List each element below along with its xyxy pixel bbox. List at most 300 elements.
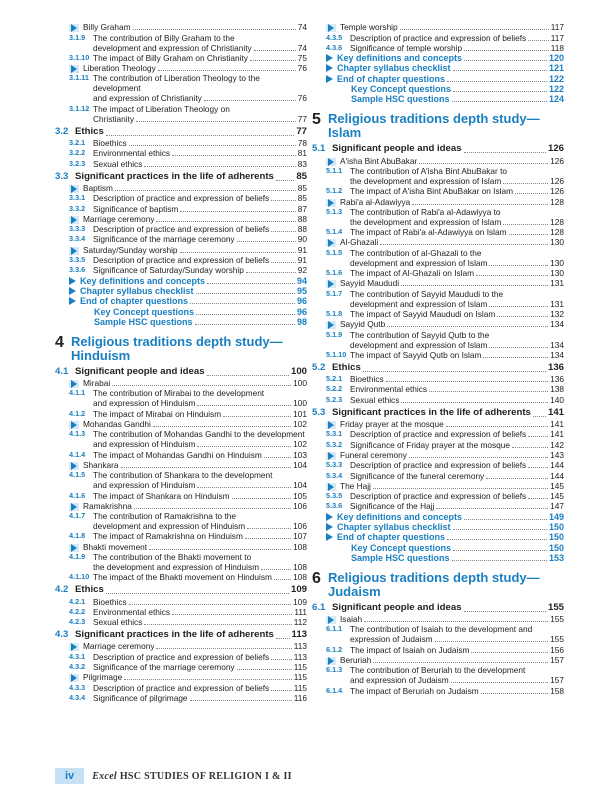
toc-entry-text: Pilgrimage <box>83 672 123 683</box>
toc-page-number: 87 <box>297 203 307 214</box>
toc-subsection-entry[interactable] <box>55 234 307 244</box>
toc-entry-number: 5.1.9 <box>326 329 343 339</box>
toc-subsection-entry[interactable] <box>55 53 307 63</box>
toc-entry-text: Significant people and ideas <box>332 601 462 613</box>
topic-arrow-icon <box>69 544 79 552</box>
toc-page-number: 149 <box>548 511 564 522</box>
toc-entry-text: Ethics <box>332 361 361 373</box>
toc-subsection-entry[interactable] <box>55 572 307 582</box>
toc-subsection-entry[interactable] <box>55 491 307 501</box>
toc-entry-line: The contribution of A'isha Bint AbuBakar to <box>350 165 508 176</box>
toc-entry-number: 5.1.7 <box>326 288 343 298</box>
toc-topic-entry[interactable] <box>55 214 307 224</box>
toc-subsection-entry[interactable] <box>55 607 307 617</box>
toc-page-number: 109 <box>293 596 307 607</box>
toc-topic-entry[interactable] <box>312 614 564 624</box>
toc-page-number: 78 <box>297 138 307 149</box>
dot-leader <box>412 204 548 205</box>
toc-entry-number: 5.1.5 <box>326 247 343 257</box>
toc-entry-text: Description of practice and expression of beliefs <box>93 682 270 693</box>
dot-leader <box>112 385 291 386</box>
toc-entry-text <box>93 511 307 531</box>
toc-page-number: 102 <box>293 439 307 450</box>
toc-entry-number: 4.1.8 <box>69 531 86 541</box>
toc-question-entry[interactable] <box>312 84 564 94</box>
toc-entry-line: development and expression of Hinduism <box>93 521 246 532</box>
footer-title <box>92 771 292 782</box>
toc-topic-entry[interactable] <box>312 655 564 665</box>
topic-arrow-icon <box>326 483 336 491</box>
toc-entry-number: 5.2.3 <box>326 394 343 404</box>
toc-entry-text <box>350 248 564 268</box>
toc-entry-number: 4.1.2 <box>69 408 86 418</box>
toc-column-left <box>55 22 307 703</box>
toc-page-number: 113 <box>293 641 307 652</box>
dot-leader <box>401 285 548 286</box>
dot-leader <box>464 152 546 153</box>
toc-subsection-entry[interactable] <box>55 73 307 103</box>
toc-subsection-entry[interactable] <box>55 531 307 541</box>
toc-entry-text: Environmental ethics <box>93 148 171 159</box>
toc-question-entry[interactable] <box>55 307 307 317</box>
toc-question-entry[interactable] <box>312 94 564 104</box>
toc-entry-number: 4.1.4 <box>69 449 86 459</box>
toc-entry-text: Significance of baptism <box>93 203 179 214</box>
topic-arrow-icon <box>326 452 336 460</box>
toc-topic-entry[interactable] <box>55 63 307 73</box>
dot-leader <box>528 467 548 468</box>
toc-topic-entry[interactable] <box>55 672 307 682</box>
toc-entry-line: development and expression of Christianity <box>93 42 252 53</box>
toc-subsection-entry[interactable] <box>55 617 307 627</box>
toc-subsection-entry[interactable] <box>312 686 564 696</box>
toc-subsection-entry[interactable] <box>312 268 564 278</box>
toc-chapter-feature-entry[interactable] <box>312 512 564 522</box>
chapter-heading <box>312 571 564 599</box>
toc-entry-number: 5.3.3 <box>326 460 343 470</box>
toc-section-entry[interactable] <box>55 584 307 596</box>
toc-page-number: 138 <box>550 384 564 395</box>
toc-topic-entry[interactable] <box>312 278 564 288</box>
toc-subsection-entry[interactable] <box>55 429 307 449</box>
toc-entry-text: Isaiah <box>340 614 363 625</box>
toc-entry-number: 4.3.2 <box>69 662 86 672</box>
toc-page-number: 106 <box>293 521 307 532</box>
toc-entry-line: development and expression of Islam <box>350 298 488 309</box>
toc-chapter-feature-entry[interactable] <box>312 53 564 63</box>
toc-entry-text: Mirabai <box>83 378 111 389</box>
toc-page-number: 115 <box>293 662 307 673</box>
toc-page-number: 96 <box>296 306 307 317</box>
toc-topic-entry[interactable] <box>55 501 307 511</box>
toc-page-number: 128 <box>550 216 564 227</box>
dot-leader <box>180 211 295 212</box>
toc-section-entry[interactable] <box>55 366 307 378</box>
toc-topic-entry[interactable] <box>312 237 564 247</box>
toc-entry-number: 4.1.10 <box>69 572 90 582</box>
toc-entry-text <box>93 33 307 53</box>
toc-subsection-entry[interactable] <box>312 429 564 439</box>
toc-entry-number: 5.3 <box>312 406 326 418</box>
toc-page-number: 153 <box>548 552 564 563</box>
toc-page-number: 156 <box>550 644 564 655</box>
toc-entry-line: Christianity <box>93 113 135 124</box>
feature-arrow-icon <box>326 533 333 541</box>
toc-entry-text: Saturday/Sunday worship <box>83 244 178 255</box>
toc-subsection-entry[interactable] <box>55 104 307 124</box>
toc-chapter-feature-entry[interactable] <box>312 63 564 73</box>
toc-entry-text <box>350 330 564 350</box>
toc-entry-text: Key definitions and concepts <box>337 511 463 522</box>
toc-subsection-entry[interactable] <box>312 33 564 43</box>
dot-leader <box>254 50 296 51</box>
toc-section-entry[interactable] <box>55 171 307 183</box>
toc-entry-number: 4.3.4 <box>69 692 86 702</box>
toc-entry-text <box>93 104 307 124</box>
toc-entry-text: Significance of pilgrimage <box>93 692 188 703</box>
toc-topic-entry[interactable] <box>312 450 564 460</box>
toc-subsection-entry[interactable] <box>312 665 564 685</box>
toc-page-number: 141 <box>550 429 564 440</box>
toc-entry-text: Key definitions and concepts <box>337 53 463 64</box>
dot-leader <box>261 569 291 570</box>
toc-entry-text <box>350 665 564 685</box>
dot-leader <box>486 478 548 479</box>
toc-section-entry[interactable] <box>55 126 307 138</box>
toc-entry-line: The contribution of Sayyid Qutb to the <box>350 329 490 340</box>
dot-leader <box>207 283 295 284</box>
toc-subsection-entry[interactable] <box>55 683 307 693</box>
toc-page-number: 145 <box>550 480 564 491</box>
toc-subsection-entry[interactable] <box>312 227 564 237</box>
toc-subsection-entry[interactable] <box>312 166 564 186</box>
toc-subsection-entry[interactable] <box>55 552 307 572</box>
dot-leader <box>464 519 547 520</box>
chapter-number: 4 <box>55 333 64 351</box>
toc-entry-text: Sample HSC questions <box>351 94 450 105</box>
toc-topic-entry[interactable] <box>312 319 564 329</box>
toc-subsection-entry[interactable] <box>312 330 564 350</box>
toc-page-number: 136 <box>550 374 564 385</box>
toc-entry-number: 3.3.3 <box>69 224 86 234</box>
toc-subsection-entry[interactable] <box>312 350 564 360</box>
toc-subsection-entry[interactable] <box>55 148 307 158</box>
topic-arrow-icon <box>326 321 336 329</box>
toc-chapter-feature-entry[interactable] <box>312 532 564 542</box>
toc-section-entry[interactable] <box>312 362 564 374</box>
toc-section-entry[interactable] <box>312 602 564 614</box>
dot-leader <box>237 241 296 242</box>
chapter-number: 5 <box>312 111 321 129</box>
toc-subsection-entry[interactable] <box>55 255 307 265</box>
toc-entry-number: 5.1 <box>312 143 326 155</box>
toc-subsection-entry[interactable] <box>55 159 307 169</box>
toc-page-number: 81 <box>297 148 307 159</box>
dot-leader <box>364 621 548 622</box>
toc-entry-number: 5.3.2 <box>326 439 343 449</box>
toc-topic-entry[interactable] <box>55 419 307 429</box>
toc-subsection-entry[interactable] <box>55 388 307 408</box>
topic-arrow-icon <box>69 380 79 388</box>
toc-entry-last-line <box>350 258 564 268</box>
dot-leader <box>207 375 289 376</box>
toc-entry-text: Significance of Saturday/Sunday worship <box>93 265 244 276</box>
toc-entry-line: The contribution of al-Ghazali to the <box>350 247 482 258</box>
toc-topic-entry[interactable] <box>55 460 307 470</box>
toc-subsection-entry[interactable] <box>55 204 307 214</box>
toc-entry-number: 3.3.4 <box>69 234 86 244</box>
toc-page-number: 136 <box>547 361 564 373</box>
toc-subsection-entry[interactable] <box>55 224 307 234</box>
toc-page-number: 107 <box>293 531 307 542</box>
toc-subsection-entry[interactable] <box>55 652 307 662</box>
dot-leader <box>489 347 548 348</box>
dot-leader <box>172 155 296 156</box>
chapter-title <box>71 335 283 363</box>
topic-arrow-icon <box>69 503 79 511</box>
toc-subsection-entry[interactable] <box>55 409 307 419</box>
toc-entry-text: The impact of Mirabai on Hinduism <box>93 408 222 419</box>
toc-subsection-entry[interactable] <box>312 384 564 394</box>
dot-leader <box>429 391 548 392</box>
toc-entry-last-line <box>93 480 307 490</box>
toc-entry-last-line <box>93 562 307 572</box>
dot-leader <box>401 402 548 403</box>
toc-entry-last-line <box>93 398 307 408</box>
toc-entry-text: Ramakrishna <box>83 500 132 511</box>
toc-subsection-entry[interactable] <box>55 138 307 148</box>
toc-section-entry[interactable] <box>312 407 564 419</box>
toc-entry-text: Significant people and ideas <box>332 143 462 155</box>
toc-entry-text: Friday prayer at the mosque <box>340 419 444 430</box>
toc-chapter-feature-entry[interactable] <box>55 286 307 296</box>
toc-entry-text: Al-Ghazali <box>340 237 379 248</box>
dot-leader <box>373 488 548 489</box>
topic-arrow-icon <box>69 65 79 73</box>
toc-entry-text: The impact of A'isha Bint AbuBakar on Islam <box>350 186 513 197</box>
toc-page-number: 117 <box>550 32 564 43</box>
chapter-heading <box>312 112 564 140</box>
toc-topic-entry[interactable] <box>55 245 307 255</box>
toc-subsection-entry[interactable] <box>55 470 307 490</box>
toc-subsection-entry[interactable] <box>55 597 307 607</box>
toc-topic-entry[interactable] <box>312 419 564 429</box>
dot-leader <box>121 467 292 468</box>
toc-subsection-entry[interactable] <box>55 265 307 275</box>
toc-page-number: 105 <box>293 490 307 501</box>
toc-entry-text: Significance of the marriage ceremony <box>93 234 235 245</box>
toc-entry-line: The contribution of Sayyid Maududi to the <box>350 288 504 299</box>
toc-subsection-entry[interactable] <box>55 33 307 53</box>
topic-arrow-icon <box>326 199 336 207</box>
toc-entry-text <box>350 289 564 309</box>
page-number: iv <box>55 768 84 784</box>
dot-leader <box>106 593 289 594</box>
toc-page-number: 141 <box>550 419 564 430</box>
dot-leader <box>156 221 295 222</box>
dot-leader <box>190 303 295 304</box>
dot-leader <box>196 314 295 315</box>
toc-chapter-feature-entry[interactable] <box>312 522 564 532</box>
toc-page-number: 85 <box>297 193 307 204</box>
dot-leader <box>386 381 548 382</box>
dot-leader <box>204 100 296 101</box>
toc-subsection-entry[interactable] <box>312 207 564 227</box>
toc-subsection-entry[interactable] <box>55 662 307 672</box>
toc-entry-number: 6.1 <box>312 601 326 613</box>
dot-leader <box>129 145 296 146</box>
toc-entry-number: 5.1.8 <box>326 308 343 318</box>
dot-leader <box>483 357 548 358</box>
dot-leader <box>197 487 291 488</box>
toc-page-number: 134 <box>550 349 564 360</box>
toc-subsection-entry[interactable] <box>312 43 564 53</box>
dot-leader <box>274 579 291 580</box>
dot-leader <box>452 560 547 561</box>
toc-section-entry[interactable] <box>312 143 564 155</box>
toc-page-number: 143 <box>550 449 564 460</box>
toc-page-number: 150 <box>548 542 564 553</box>
feature-arrow-icon <box>69 297 76 305</box>
toc-chapter-feature-entry[interactable] <box>55 296 307 306</box>
toc-page-number: 155 <box>550 634 564 645</box>
toc-topic-entry[interactable] <box>55 641 307 651</box>
toc-entry-text: Key Concept questions <box>351 84 452 95</box>
toc-subsection-entry[interactable] <box>312 289 564 309</box>
toc-page-number: 158 <box>550 685 564 696</box>
toc-topic-entry[interactable] <box>55 183 307 193</box>
toc-chapter-feature-entry[interactable] <box>55 276 307 286</box>
toc-page-number: 116 <box>293 692 307 703</box>
toc-entry-text: Environmental ethics <box>350 384 428 395</box>
topic-arrow-icon <box>326 280 336 288</box>
toc-entry-line: and expression of Christianity <box>93 93 202 104</box>
toc-topic-entry[interactable] <box>55 542 307 552</box>
toc-topic-entry[interactable] <box>55 378 307 388</box>
dot-leader <box>464 50 549 51</box>
toc-page-number: 100 <box>293 378 307 389</box>
topic-arrow-icon <box>69 462 79 470</box>
toc-chapter-feature-entry[interactable] <box>312 74 564 84</box>
dot-leader <box>247 528 291 529</box>
toc-page-number: 100 <box>290 365 307 377</box>
toc-entry-number: 3.1.11 <box>69 73 89 83</box>
toc-entry-text: Significance of the funeral ceremony <box>350 470 485 481</box>
toc-subsection-entry[interactable] <box>312 624 564 644</box>
toc-entry-text: Ethics <box>75 125 104 137</box>
toc-question-entry[interactable] <box>55 317 307 327</box>
toc-page-number: 106 <box>293 500 307 511</box>
toc-entry-line: The contribution of Shankara to the development <box>93 470 273 481</box>
toc-page-number: 76 <box>297 63 307 74</box>
topic-arrow-icon <box>326 616 336 624</box>
dot-leader <box>409 457 548 458</box>
toc-entry-text: Significance of temple worship <box>350 42 463 53</box>
toc-entry-number: 3.2.2 <box>69 148 86 158</box>
toc-page-number: 74 <box>297 22 307 33</box>
toc-entry-number: 4.3.6 <box>326 42 343 52</box>
topic-arrow-icon <box>69 216 79 224</box>
toc-subsection-entry[interactable] <box>55 193 307 203</box>
toc-entry-text: The impact of Al-Ghazali on Islam <box>350 268 475 279</box>
chapter-title <box>328 571 540 599</box>
toc-entry-line: and expression of Hinduism <box>93 398 196 409</box>
toc-page-number: 94 <box>296 275 307 286</box>
toc-subsection-entry[interactable] <box>312 460 564 470</box>
toc-page-number: 113 <box>293 651 307 662</box>
toc-entry-number: 4.1.5 <box>69 470 86 480</box>
toc-entry-number: 4.1.1 <box>69 388 86 398</box>
toc-page-number: 150 <box>548 532 564 543</box>
toc-entry-line: development and expression of Islam <box>350 339 488 350</box>
toc-subsection-entry[interactable] <box>312 374 564 384</box>
toc-subsection-entry[interactable] <box>55 511 307 531</box>
toc-question-entry[interactable] <box>312 553 564 563</box>
toc-topic-entry[interactable] <box>312 197 564 207</box>
toc-page-number: 128 <box>550 196 564 207</box>
feature-arrow-icon <box>326 64 333 72</box>
toc-entry-text: Bioethics <box>93 138 127 149</box>
toc-subsection-entry[interactable] <box>55 450 307 460</box>
toc-entry-number: 5.1.10 <box>326 349 347 359</box>
toc-entry-text: Sexual ethics <box>350 394 400 405</box>
toc-entry-line: The contribution of Mohandas Gandhi to the development <box>93 429 305 440</box>
toc-entry-text: Marriage ceremony <box>83 641 155 652</box>
toc-entry-line: and expression of Hinduism <box>93 439 196 450</box>
toc-subsection-entry[interactable] <box>312 186 564 196</box>
toc-subsection-entry[interactable] <box>312 645 564 655</box>
toc-entry-text: Baptism <box>83 182 113 193</box>
toc-subsection-entry[interactable] <box>312 440 564 450</box>
toc-entry-text: Description of practice and expression of beliefs <box>93 193 270 204</box>
toc-page-number: 144 <box>550 460 564 471</box>
toc-page-number: 98 <box>296 316 307 327</box>
toc-subsection-entry[interactable] <box>312 491 564 501</box>
toc-page-number: 111 <box>294 606 307 617</box>
toc-subsection-entry[interactable] <box>312 395 564 405</box>
toc-page-number: 121 <box>548 63 564 74</box>
toc-page-number: 147 <box>550 501 564 512</box>
toc-topic-entry[interactable] <box>55 22 307 32</box>
toc-page-number: 126 <box>550 186 564 197</box>
toc-entry-last-line <box>350 217 564 227</box>
dot-leader <box>271 200 296 201</box>
toc-entry-number: 4.1 <box>55 365 69 377</box>
toc-page-number: 126 <box>547 143 564 155</box>
toc-page-number: 132 <box>550 308 564 319</box>
toc-page-number: 134 <box>550 339 564 350</box>
toc-topic-entry[interactable] <box>312 22 564 32</box>
toc-question-entry[interactable] <box>312 543 564 553</box>
toc-topic-entry[interactable] <box>312 156 564 166</box>
toc-subsection-entry[interactable] <box>312 471 564 481</box>
dot-leader <box>153 426 291 427</box>
topic-arrow-icon <box>69 674 79 682</box>
toc-subsection-entry[interactable] <box>312 501 564 511</box>
toc-entry-line: The contribution of Isaiah to the development and <box>350 624 533 635</box>
toc-subsection-entry[interactable] <box>55 693 307 703</box>
toc-section-entry[interactable] <box>55 629 307 641</box>
topic-arrow-icon <box>69 247 79 255</box>
toc-page-number: 130 <box>550 237 564 248</box>
toc-entry-text: Sample HSC questions <box>351 552 450 563</box>
toc-entry-number: 4.2.1 <box>69 596 86 606</box>
toc-subsection-entry[interactable] <box>312 248 564 268</box>
toc-topic-entry[interactable] <box>312 481 564 491</box>
toc-subsection-entry[interactable] <box>312 309 564 319</box>
dot-leader <box>447 81 547 82</box>
toc-page-number: 85 <box>296 170 307 182</box>
